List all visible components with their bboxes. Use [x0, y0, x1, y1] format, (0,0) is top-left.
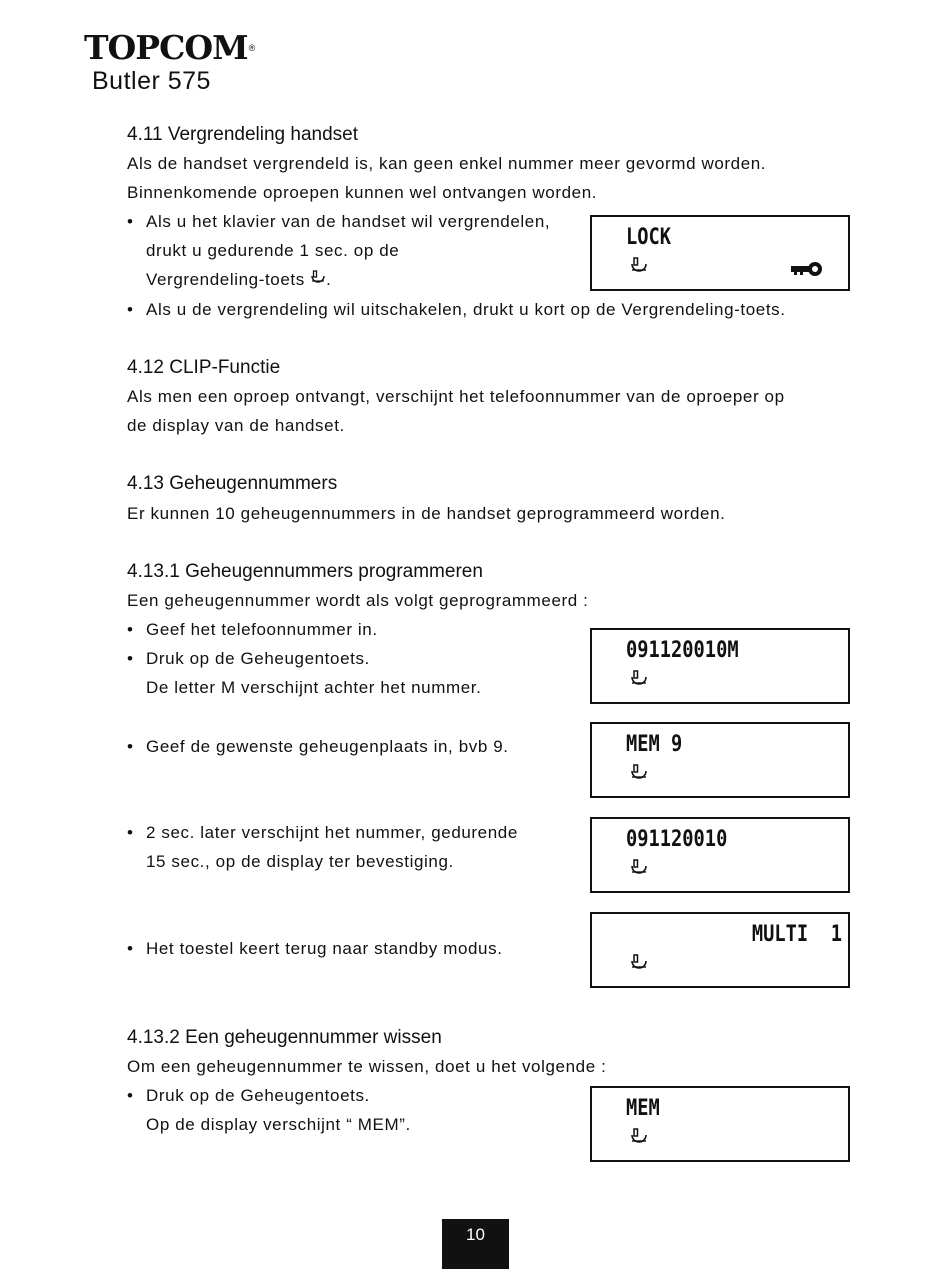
key-icon	[790, 261, 824, 277]
model-name: Butler 575	[92, 67, 211, 95]
bullet: •	[127, 823, 133, 842]
paragraph: Als de handset vergrendeld is, kan geen enkel nummer meer gevormd worden.	[127, 154, 767, 173]
paragraph: Binnenkomende oproepen kunnen wel ontvangen worden.	[127, 183, 598, 202]
bullet-text: Als u de vergrendeling wil uitschakelen, drukt u kort op de Vergrendeling-toets.	[146, 300, 786, 319]
bullet-text: Geef het telefoonnummer in.	[146, 620, 378, 639]
bullet: •	[127, 620, 133, 639]
bullet-text-part: .	[326, 270, 332, 289]
bullet-text: De letter M verschijnt achter het nummer.	[146, 678, 482, 697]
bullet: •	[127, 212, 133, 231]
bullet-text: 15 sec., op de display ter bevestiging.	[146, 852, 454, 871]
paragraph: Een geheugennummer wordt als volgt geprogrammeerd :	[127, 591, 589, 610]
handset-lock-icon	[630, 1128, 648, 1148]
bullet-text: 2 sec. later verschijnt het nummer, gedurende	[146, 823, 518, 842]
paragraph: Om een geheugennummer te wissen, doet u het volgende :	[127, 1057, 607, 1076]
handset-lock-icon	[630, 670, 648, 690]
paragraph: de display van de handset.	[127, 416, 345, 435]
bullet: •	[127, 649, 133, 668]
section-heading-4-12: 4.12 CLIP-Functie	[127, 357, 281, 378]
lcd-text: MEM	[626, 1096, 660, 1121]
section-heading-4-11: 4.11 Vergrendeling handset	[127, 124, 358, 145]
lcd-display-number-m	[590, 628, 850, 704]
bullet: •	[127, 1086, 133, 1105]
lcd-display-lock	[590, 215, 850, 291]
handset-lock-icon	[630, 954, 648, 974]
bullet-text: Het toestel keert terug naar standby modus.	[146, 939, 503, 958]
bullet-text: drukt u gedurende 1 sec. op de	[146, 241, 400, 260]
brand-logo	[84, 30, 254, 66]
section-heading-4-13-1: 4.13.1 Geheugennummers programmeren	[127, 561, 483, 582]
handset-lock-icon	[630, 257, 648, 277]
handset-lock-icon	[630, 764, 648, 784]
lcd-text: 091120010	[626, 827, 728, 852]
lcd-display-mem	[590, 1086, 850, 1162]
paragraph: Er kunnen 10 geheugennummers in de handset geprogrammeerd worden.	[127, 504, 726, 523]
bullet: •	[127, 737, 133, 756]
bullet-text: Als u het klavier van de handset wil vergrendelen,	[146, 212, 551, 231]
bullet-text: Op de display verschijnt “ MEM”.	[146, 1115, 411, 1134]
page-number: 10	[442, 1219, 509, 1269]
handset-lock-icon	[310, 270, 326, 287]
brand-name: TOPCOM	[84, 28, 248, 67]
lcd-display-standby	[590, 912, 850, 988]
lcd-text: MEM 9	[626, 732, 683, 757]
bullet-text: Geef de gewenste geheugenplaats in, bvb 9.	[146, 737, 509, 756]
paragraph: Als men een oproep ontvangt, verschijnt het telefoonnummer van de oproeper op	[127, 387, 785, 406]
lcd-display-number	[590, 817, 850, 893]
lcd-text: 091120010M	[626, 638, 739, 663]
bullet: •	[127, 939, 133, 958]
lcd-text: LOCK	[626, 225, 672, 250]
section-heading-4-13-2: 4.13.2 Een geheugennummer wissen	[127, 1027, 442, 1048]
bullet: •	[127, 300, 133, 319]
handset-lock-icon	[630, 859, 648, 879]
section-heading-4-13: 4.13 Geheugennummers	[127, 473, 338, 494]
lcd-display-mem-9	[590, 722, 850, 798]
bullet-text: Druk op de Geheugentoets.	[146, 649, 370, 668]
lcd-text: MULTI 1	[751, 922, 842, 947]
registered-mark: ®	[248, 43, 255, 53]
bullet-text-part: Vergrendeling-toets	[146, 270, 305, 289]
bullet-text	[146, 269, 332, 291]
bullet-text: Druk op de Geheugentoets.	[146, 1086, 370, 1105]
